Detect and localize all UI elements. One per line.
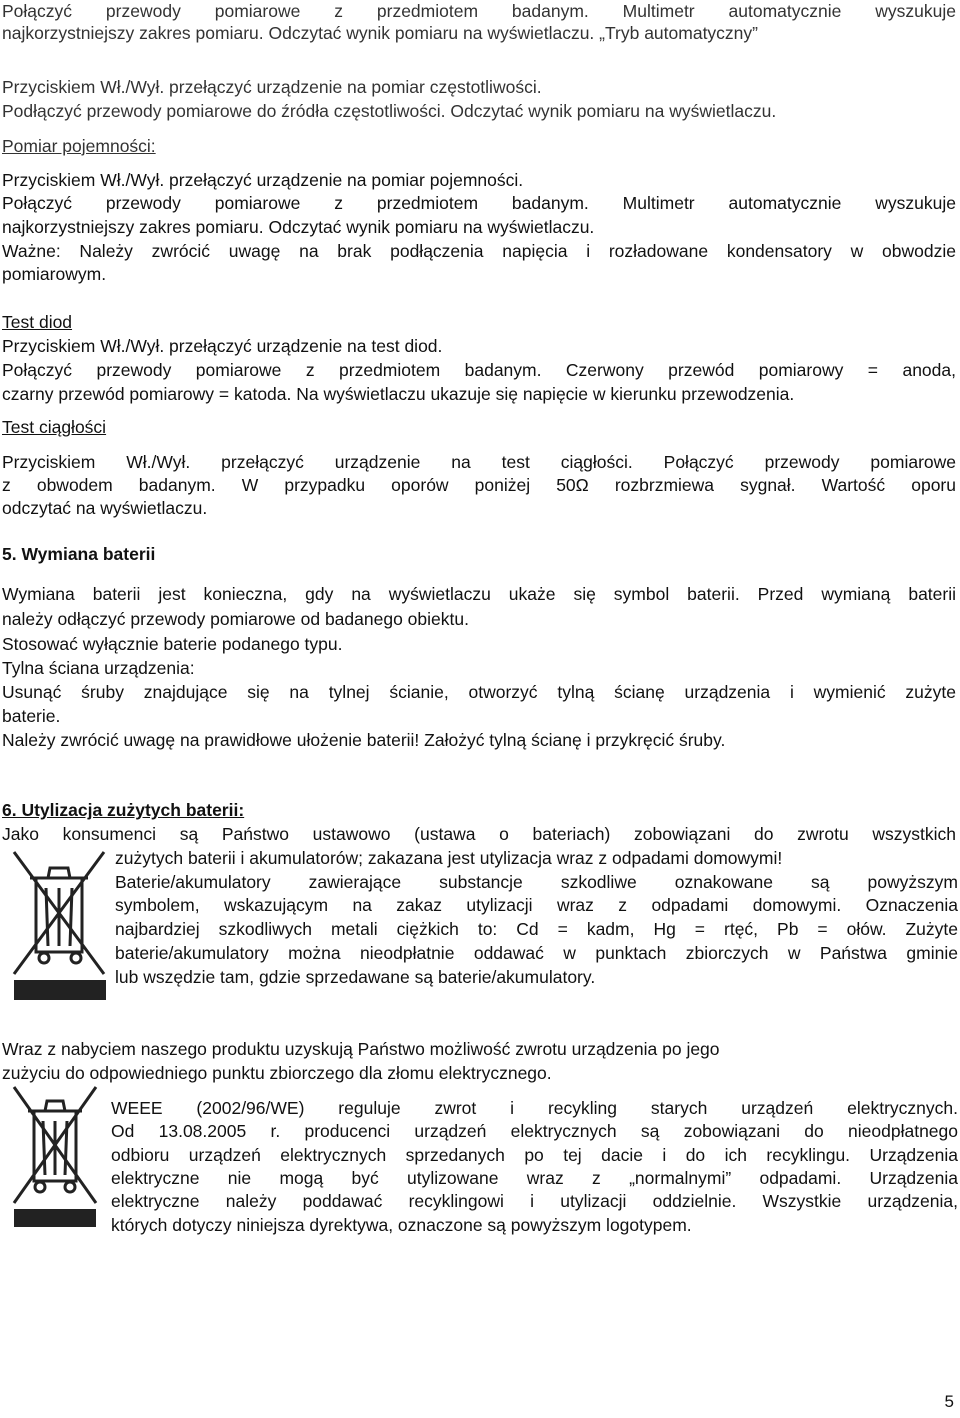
text-line: Jako konsumenci są Państwo ustawowo (ustawa o bateriach) zobowiązani do zwrotu wszystkich — [2, 824, 956, 844]
text-line: zużyciu do odpowiedniego punktu zbiorczego dla złomu elektrycznego. — [2, 1063, 552, 1083]
text-line: symbolem, wskazującym na zakaz utylizacji wraz z odpadami domowymi. Oznaczenia — [115, 895, 958, 915]
text-line: WEEE (2002/96/WE) reguluje zwrot i recykling starych urządzeń elektrycznych. — [111, 1098, 958, 1118]
text-line: Przyciskiem Wł./Wył. przełączyć urządzenie na pomiar pojemności. — [2, 170, 524, 190]
section-heading-diode: Test diod — [2, 312, 73, 332]
text-line: Wymiana baterii jest konieczna, gdy na wyświetlaczu ukaże się symbol baterii. Przed wymianą baterii — [2, 584, 956, 604]
text-line: Podłączyć przewody pomiarowe do źródła częstotliwości. Odczytać wynik pomiaru na wyświetlaczu. — [2, 101, 777, 121]
text-line: Przyciskiem Wł./Wył. przełączyć urządzenie na pomiar częstotliwości. — [2, 77, 542, 97]
text-line: Połączyć przewody pomiarowe z przedmiotem badanym. Czerwony przewód pomiarowy = anoda, — [2, 360, 956, 380]
section-heading-capacity: Pomiar pojemności: — [2, 136, 156, 156]
text-line: baterie/akumulatory można nieodpłatnie oddawać w punktach zbiorczych w Państwa gminie — [115, 943, 958, 963]
text-line: Wraz z nabyciem naszego produktu uzyskują Państwo możliwość zwrotu urządzenia po jego — [2, 1039, 720, 1059]
text-line: Należy zwrócić uwagę na prawidłowe ułożenie baterii! Założyć tylną ścianę i przykręcić śruby. — [2, 730, 726, 750]
text-line: elektryczne nie mogą być utylizowane wraz z „normalnymi” odpadami. Urządzenia — [111, 1168, 958, 1188]
text-line: Stosować wyłącznie baterie podanego typu. — [2, 634, 343, 654]
text-line: Przyciskiem Wł./Wył. przełączyć urządzenie na test ciągłości. Połączyć przewody pomiarowe — [2, 452, 956, 472]
text-line: Usunąć śruby znajdujące się na tylnej ścianie, otworzyć tylną ścianę urządzenia i wymienić zużyte — [2, 682, 956, 702]
text-line: Baterie/akumulatory zawierające substancje szkodliwe oznakowane są powyższym — [115, 872, 958, 892]
weee-bin-icon — [10, 1083, 100, 1229]
text-line: najkorzystniejszy zakres pomiaru. Odczytać wynik pomiaru na wyświetlaczu. — [2, 217, 595, 237]
text-line: zużytych baterii i akumulatorów; zakazana jest utylizacja wraz z odpadami domowymi! — [115, 848, 783, 868]
text-line: odbioru urządzeń elektrycznych sprzedanych po tej dacie i do ich recyklingu. Urządzenia — [111, 1145, 958, 1165]
text-line: Ważne: Należy zwrócić uwagę na brak podłączenia napięcia i rozładowane kondensatory w obwodzie — [2, 241, 956, 261]
text-line: z obwodem badanym. W przypadku oporów poniżej 50Ω rozbrzmiewa sygnał. Wartość oporu — [2, 475, 956, 495]
text-line: Połączyć przewody pomiarowe z przedmiotem badanym. Multimetr automatycznie wyszukuje — [2, 193, 956, 213]
text-line: należy odłączyć przewody pomiarowe od badanego obiektu. — [2, 609, 469, 629]
text-line: Przyciskiem Wł./Wył. przełączyć urządzenie na test diod. — [2, 336, 443, 356]
text-line: odczytać na wyświetlaczu. — [2, 498, 208, 518]
crossed-out-bin-icon — [10, 848, 108, 1002]
text-line: Tylna ściana urządzenia: — [2, 658, 195, 678]
text-line: Od 13.08.2005 r. producenci urządzeń elektrycznych są zobowiązani do nieodpłatnego — [111, 1121, 958, 1141]
text-line: lub wszędzie tam, gdzie sprzedawane są baterie/akumulatory. — [115, 967, 596, 987]
text-line: pomiarowym. — [2, 264, 107, 284]
page-number: 5 — [944, 1392, 954, 1411]
section-heading-continuity: Test ciągłości — [2, 417, 107, 437]
text-line: czarny przewód pomiarowy = katoda. Na wyświetlaczu ukazuje się napięcie w kierunku przewodzenia. — [2, 384, 795, 404]
text-line: baterie. — [2, 706, 61, 726]
text-line: Połączyć przewody pomiarowe z przedmiotem badanym. Multimetr automatycznie wyszukuje — [2, 1, 956, 21]
section-heading-battery: 5. Wymiana baterii — [2, 544, 156, 564]
text-line: elektryczne należy poddawać recyklingowi i utylizacji oddzielnie. Wszystkie urządzenia, — [111, 1191, 958, 1211]
text-line: najkorzystniejszy zakres pomiaru. Odczytać wynik pomiaru na wyświetlaczu. „Tryb automatyczny” — [2, 23, 758, 43]
section-heading-disposal: 6. Utylizacja zużytych baterii: — [2, 800, 245, 820]
text-line: najbardziej szkodliwych metali ciężkich to: Cd = kadm, Hg = rtęć, Pb = ołów. Zużyte — [115, 919, 958, 939]
text-line: których dotyczy niniejsza dyrektywa, oznaczone są powyższym logotypem. — [111, 1215, 692, 1235]
